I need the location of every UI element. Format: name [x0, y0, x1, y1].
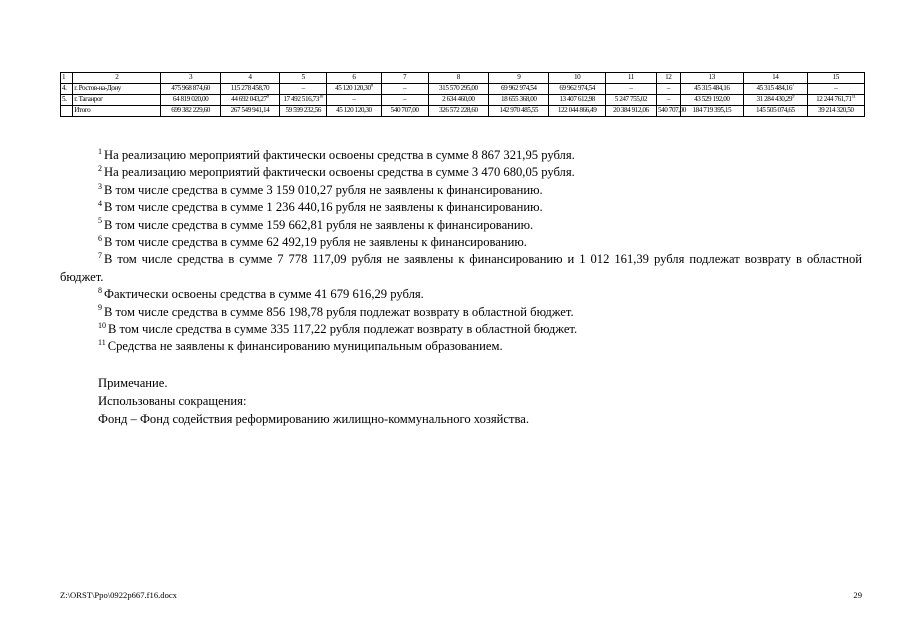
cell-value: 59 599 232,56 [285, 106, 321, 114]
footnote-ref: 8 [266, 94, 269, 100]
column-header: 13 [680, 73, 744, 84]
footnote-text: В том числе средства в сумме 7 778 117,09 рубля не заявлены к финансированию и 1 012 161,39 рубля подлежат возврату в областной бюджет. [60, 252, 862, 284]
table-cell [744, 106, 808, 117]
table-cell [428, 95, 488, 106]
table-cell [161, 106, 220, 117]
footnote-ref: 10 [318, 94, 323, 100]
footnote-text: В том числе средства в сумме 856 198,78 рубля подлежат возврату в областной бюджет. [104, 304, 574, 319]
footnote-item [60, 217, 862, 234]
cell-value: 5 247 755,02 [614, 95, 648, 103]
notes-block [98, 375, 529, 428]
cell-value: 122 044 866,49 [557, 106, 597, 114]
footnote-number: 4 [98, 199, 102, 209]
table-cell [489, 106, 549, 117]
footnote-item [60, 304, 862, 321]
table-cell [605, 95, 656, 106]
table-cell [161, 84, 220, 95]
table-cell [549, 84, 605, 95]
page-number: 29 [853, 590, 862, 600]
cell-value: – [352, 95, 356, 103]
table-cell [807, 106, 864, 117]
table-cell [61, 84, 73, 95]
table-cell [428, 106, 488, 117]
note-heading: Примечание. [98, 376, 168, 390]
column-header: 10 [549, 73, 605, 84]
table-cell [605, 84, 656, 95]
footnote-ref: 11 [851, 94, 856, 100]
footnote-text: В том числе средства в сумме 335 117,22 рубля подлежат возврату в областной бюджет. [108, 322, 578, 337]
footnote-text: На реализацию мероприятий фактически освоены средства в сумме 8 867 321,95 рубля. [104, 148, 575, 162]
table-body [61, 84, 865, 117]
cell-value: Итого [74, 106, 91, 114]
footnote-text: На реализацию мероприятий фактически освоены средства в сумме 3 470 680,05 рубля. [104, 165, 575, 180]
table-cell [489, 84, 549, 95]
table-cell [220, 84, 279, 95]
cell-value: 31 284 430,29 [756, 95, 793, 103]
table-cell [61, 106, 73, 117]
table-cell [280, 95, 327, 106]
footnote-ref: 7 [792, 83, 795, 89]
cell-value: 64 819 020,00 [172, 95, 209, 103]
footnote-number: 9 [98, 303, 102, 313]
table-cell [657, 84, 681, 95]
table-cell [327, 84, 381, 95]
column-header: 14 [744, 73, 808, 84]
footnote-item [60, 182, 862, 199]
table-cell [327, 106, 381, 117]
table-cell [657, 95, 681, 106]
table-row [61, 95, 865, 106]
table-cell [605, 106, 656, 117]
column-header: 4 [220, 73, 279, 84]
table-row [61, 84, 865, 95]
table-cell [73, 84, 161, 95]
table-cell [489, 95, 549, 106]
cell-value: 20 384 912,06 [613, 106, 649, 114]
table-cell [280, 106, 327, 117]
footnote-item [60, 147, 862, 164]
footnote-item [60, 251, 862, 286]
footnote-item [60, 199, 862, 216]
footnote-ref: 9 [792, 94, 795, 100]
cell-value: – [301, 84, 305, 92]
cell-value: – [403, 95, 407, 103]
cell-value: 315 570 295,00 [439, 84, 478, 92]
footnote-number: 3 [98, 181, 102, 191]
footnotes-block [60, 147, 862, 356]
column-header: 8 [428, 73, 488, 84]
cell-value: 699 382 229,60 [171, 106, 210, 114]
footnote-text: Фактически освоены средства в сумме 41 679 616,29 рубля. [104, 287, 424, 302]
cell-value: 540 707,00 [658, 106, 686, 114]
table-cell [220, 95, 279, 106]
cell-value: 115 278 458,70 [230, 84, 270, 92]
cell-value: 45 120 120,30 [335, 84, 371, 92]
cell-value: г. Ростов-на-Дону [74, 84, 121, 92]
cell-value: 44 692 043,27 [231, 95, 267, 103]
table-cell [220, 106, 279, 117]
column-header: 1 [61, 73, 73, 84]
table-cell [680, 84, 744, 95]
cell-value: – [629, 84, 633, 92]
cell-value: 326 572 228,60 [439, 106, 478, 114]
footnote-text: В том числе средства в сумме 1 236 440,16 рубля не заявлены к финансированию. [104, 200, 543, 215]
footnote-item [60, 321, 862, 338]
footnote-number: 2 [98, 164, 102, 174]
table-cell [161, 95, 220, 106]
cell-value: 2 634 460,00 [442, 95, 475, 103]
cell-value: 69 962 974,54 [501, 84, 537, 92]
cell-value: 267 549 941,14 [230, 106, 270, 114]
table-header-row [61, 73, 865, 84]
footnote-number: 1 [98, 146, 102, 156]
table-cell [744, 95, 808, 106]
footnote-number: 11 [98, 338, 106, 348]
table-cell [327, 95, 381, 106]
column-header: 15 [807, 73, 864, 84]
table-cell [381, 106, 428, 117]
cell-value: – [403, 84, 407, 92]
cell-value: 184 719 395,15 [692, 106, 732, 114]
table-cell [807, 84, 864, 95]
cell-value: 43 529 192,00 [694, 95, 730, 103]
footnote-number: 5 [98, 216, 102, 226]
cell-value: – [834, 84, 838, 92]
page-footer [60, 590, 862, 600]
table-cell [73, 95, 161, 106]
column-header: 12 [657, 73, 681, 84]
table-row [61, 106, 865, 117]
footnote-number: 6 [98, 233, 102, 243]
column-header: 5 [280, 73, 327, 84]
footnote-text: В том числе средства в сумме 62 492,19 рубля не заявлены к финансированию. [104, 235, 527, 250]
cell-value: – [666, 84, 670, 92]
table-cell [61, 95, 73, 106]
cell-value: г. Таганрог [74, 95, 103, 103]
cell-value: 540 707,00 [390, 106, 419, 114]
column-header: 9 [489, 73, 549, 84]
abbreviations-heading: Использованы сокращения: [98, 393, 247, 408]
footnote-item [60, 286, 862, 303]
table-cell [680, 106, 744, 117]
footnote-item [60, 338, 862, 355]
table-cell [807, 95, 864, 106]
cell-value: 5. [62, 95, 67, 103]
footnote-number: 7 [98, 251, 102, 261]
column-header: 2 [73, 73, 161, 84]
column-header: 6 [327, 73, 381, 84]
table-cell [680, 95, 744, 106]
cell-value: 475 968 874,60 [171, 84, 210, 92]
footnote-text: В том числе средства в сумме 159 662,81 рубля не заявлены к финансированию. [104, 217, 534, 232]
table-cell [657, 106, 686, 117]
footnote-number: 8 [98, 286, 102, 296]
cell-value: 18 655 368,00 [501, 95, 537, 103]
table-cell [744, 84, 808, 95]
footnote-number: 10 [98, 320, 106, 330]
cell-value: 142 970 485,55 [499, 106, 539, 114]
file-path: Z:\ORST\Ppo\0922p667.f16.docx [60, 590, 177, 600]
financing-table [60, 72, 865, 117]
table-cell [280, 84, 327, 95]
cell-value: 45 120 120,30 [336, 106, 372, 114]
footnote-text: Средства не заявлены к финансированию муниципальным образованием. [107, 339, 503, 354]
cell-value: 145 505 074,65 [756, 106, 795, 114]
cell-value: 45 315 484,16 [694, 84, 730, 92]
table-cell [73, 106, 161, 117]
cell-value: 12 244 761,71 [816, 95, 852, 103]
footnote-ref: 6 [370, 83, 373, 89]
cell-value: 45 315 484,16 [756, 84, 793, 92]
cell-value: 39 214 320,50 [818, 106, 854, 114]
column-header: 3 [161, 73, 220, 84]
table-cell [549, 106, 605, 117]
cell-value: 13 407 612,98 [559, 95, 595, 103]
column-header: 11 [605, 73, 656, 84]
column-header: 7 [381, 73, 428, 84]
cell-value: 69 962 974,54 [559, 84, 595, 92]
table-cell [428, 84, 488, 95]
cell-value: 17 492 516,73 [283, 95, 319, 103]
footnote-item [60, 164, 862, 181]
abbreviation-line: Фонд – Фонд содействия реформированию жилищно-коммунального хозяйства. [98, 411, 530, 426]
table-cell [549, 95, 605, 106]
footnote-item [60, 234, 862, 251]
table-cell [381, 95, 428, 106]
footnote-text: В том числе средства в сумме 3 159 010,27 рубля не заявлены к финансированию. [104, 182, 543, 197]
table-cell [381, 84, 428, 95]
cell-value: – [666, 95, 670, 103]
cell-value: 4. [62, 84, 67, 92]
